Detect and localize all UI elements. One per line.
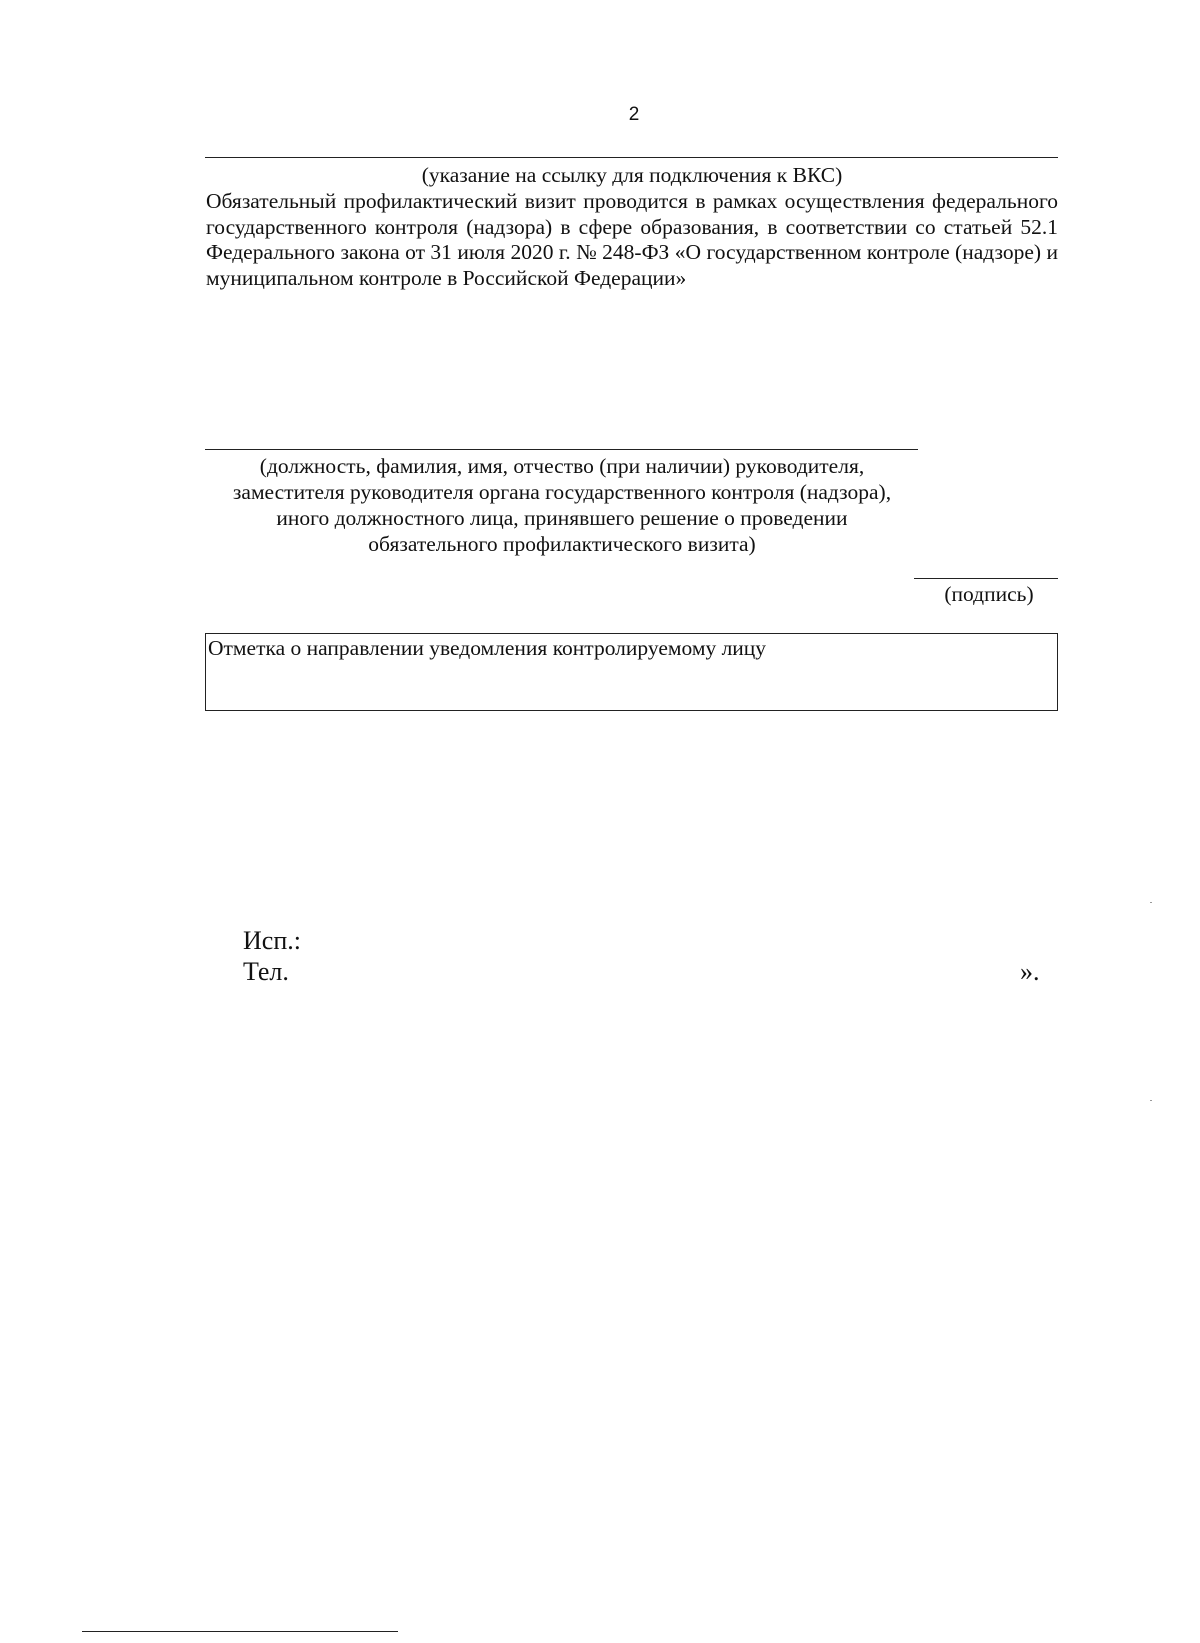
notification-mark-box (205, 633, 1058, 711)
scan-speck (1150, 1100, 1152, 1101)
notification-mark-label: Отметка о направлении уведомления контролируемому лицу (208, 636, 767, 660)
phone-label: Тел. (243, 957, 289, 986)
signature-line (914, 578, 1058, 579)
closing-quote: ». (1020, 957, 1040, 986)
official-caption (206, 453, 918, 557)
main-paragraph: Обязательный профилактический визит проводится в рамках осуществления федерального государственного контроля (надзора) в сфере образования, в соответствии со статьей 52.1 Федерального закона от 31 июля 2020 г. № 248-ФЗ «О государственном контроле (надзоре) и муниципальном контроле в Российской Федерации» (206, 189, 1058, 290)
official-signature-line (205, 449, 918, 450)
vks-link-line (205, 157, 1058, 158)
executor-block (243, 925, 301, 987)
official-caption-line: иного должностного лица, принявшего решение о проведении (276, 506, 848, 530)
scan-speck (1150, 902, 1152, 903)
vks-link-caption: (указание на ссылку для подключения к ВКС) (421, 163, 843, 187)
official-caption-line: заместителя руководителя органа государственного контроля (надзора), (232, 480, 892, 504)
executor-label: Исп.: (243, 926, 301, 955)
official-caption-line: обязательного профилактического визита) (368, 532, 756, 556)
official-caption-line: (должность, фамилия, имя, отчество (при наличии) руководителя, (259, 454, 865, 478)
footnote-separator-line (82, 1631, 398, 1632)
page-number: 2 (628, 104, 640, 125)
signature-caption: (подпись) (944, 582, 1034, 606)
